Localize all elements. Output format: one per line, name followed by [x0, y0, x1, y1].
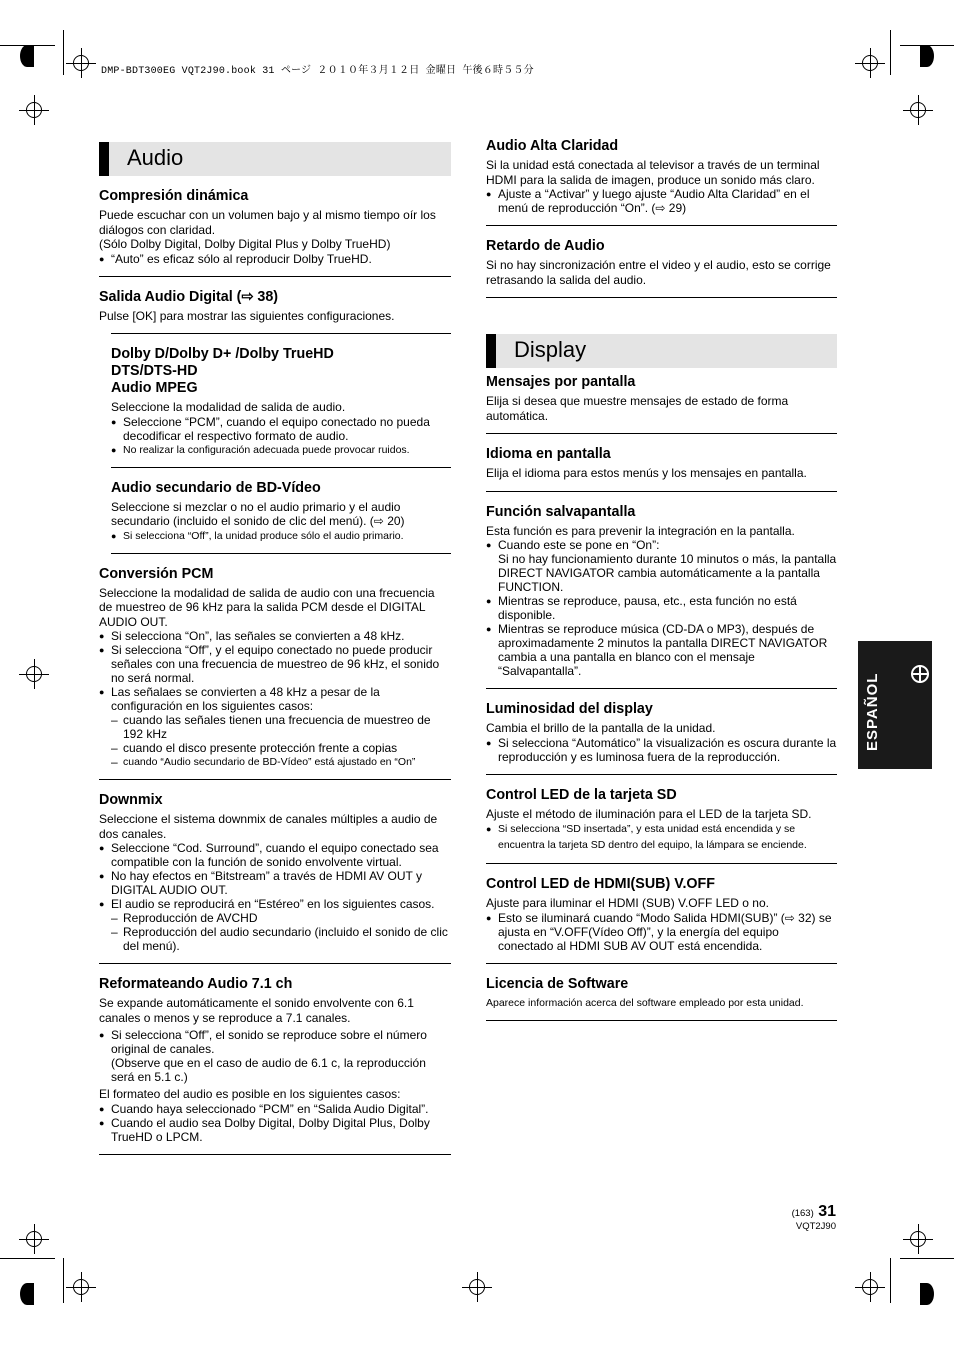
bullet-text: Cuando este se pone en “On”: [498, 538, 660, 552]
setting-text: Seleccione el sistema downmix de canales múltiples a audio de dos canales. [99, 812, 438, 841]
page-number: 31 [818, 1203, 836, 1220]
language-label: ESPAÑOL [864, 672, 881, 751]
bullet-item: ● Seleccione “PCM”, cuando el equipo conectado no pueda decodificar el respectivo formato de audio. [111, 415, 451, 443]
setting-heading: Audio MPEG [111, 380, 198, 396]
setting-text: Seleccione si mezclar o no el audio primario y el audio secundario (incluido el sonido de clic del menú). (⇨ 20) [111, 499, 405, 528]
setting-retardo [486, 226, 837, 298]
setting-heading: Idioma en pantalla [486, 446, 611, 462]
dash-item: – Reproducción de AVCHD [111, 911, 451, 925]
bullet-note: (Observe que en el caso de audio de 6.1 c, la reproducción será en 5.1 c.) [111, 1056, 426, 1084]
registration-mark-icon [920, 1283, 934, 1305]
bullet-item: ● El audio se reproducirá en “Estéreo” en los siguientes casos. [99, 897, 451, 911]
crop-mark [900, 1258, 954, 1259]
crop-mark [890, 1258, 891, 1303]
registration-mark-icon [920, 45, 934, 67]
registration-mark-icon [73, 1279, 89, 1295]
setting-heading: Audio Alta Claridad [486, 138, 619, 154]
setting-reformat [99, 964, 451, 1155]
setting-led-hdmi [486, 864, 837, 964]
setting-text: Ajuste el método de iluminación para el LED de la tarjeta SD. [486, 806, 812, 821]
registration-mark-icon [910, 102, 926, 118]
page-ref: (163) [791, 1208, 814, 1219]
dash-item: – cuando “Audio secundario de BD-Vídeo” está ajustado en “On” [111, 755, 451, 769]
setting-text: Seleccione la modalidad de salida de audio con una frecuencia de muestreo de 96 kHz para la salida PCM desde el DIGITAL AUDIO OUT. [99, 585, 435, 629]
setting-dolby [111, 333, 451, 468]
crop-mark [0, 1258, 55, 1259]
registration-mark-icon [469, 1279, 485, 1295]
crop-mark [63, 30, 64, 75]
bullet-item: ● No realizar la configuración adecuada puede provocar ruidos. [111, 443, 451, 457]
crop-mark [63, 1258, 64, 1303]
setting-text: Si la unidad está conectada al televisor a través de un terminal HDMI para la salida de imagen, produce un sonido más claro. [486, 158, 820, 187]
page-footer [780, 1203, 836, 1232]
registration-mark-icon [20, 45, 34, 67]
setting-text: Se expande automáticamente el sonido envolvente con 6.1 canales o menos y se reproduce a 7.1 canales. [99, 996, 414, 1025]
registration-mark-icon [20, 1283, 34, 1305]
section-header-display [486, 334, 837, 368]
setting-downmix [99, 780, 451, 964]
bullet-item: ● Cuando el audio sea Dolby Digital, Dolby Digital Plus, Dolby TrueHD o LPCM. [99, 1116, 451, 1144]
bullet-item: ● No hay efectos en “Bitstream” a través de HDMI AV OUT y DIGITAL AUDIO OUT. [99, 869, 451, 897]
registration-mark-icon [911, 665, 929, 683]
bullet-item: ● Si selecciona “Automático” la visualización es oscura durante la reproducción y es luminosa fuera de la reproducción. [486, 736, 837, 764]
setting-idioma [486, 434, 837, 492]
bullet-item: ● Si selecciona “Off”, la unidad produce sólo el audio primario. [111, 529, 451, 543]
setting-alta [486, 138, 837, 226]
registration-mark-icon [26, 666, 42, 682]
setting-heading: Salida Audio Digital (⇨ 38) [99, 288, 279, 305]
crop-mark [890, 30, 891, 75]
registration-mark-icon [26, 102, 42, 118]
dash-item: – cuando el disco presente protección frente a copias [111, 741, 451, 755]
setting-heading: Compresión dinámica [99, 188, 249, 204]
bullet-item: ● Ajuste a “Activar” y luego ajuste “Audio Alta Claridad” en el menú de reproducción “On”. (⇨ 29) [486, 187, 837, 215]
setting-secundario [111, 468, 451, 554]
setting-luminosidad [486, 689, 837, 775]
setting-mensajes [486, 368, 837, 434]
setting-heading: Licencia de Software [486, 975, 629, 992]
setting-text: Ajuste para iluminar el HDMI (SUB) V.OFF LED o no. [486, 896, 769, 910]
setting-note: (Sólo Dolby Digital, Dolby Digital Plus y Dolby TrueHD) [99, 237, 391, 251]
setting-text: Esta función es para prevenir la integración en la pantalla. [486, 523, 795, 538]
setting-text: Aparece información acerca del software empleado por esta unidad. [486, 996, 804, 1009]
setting-text: Elija si desea que muestre mensajes de estado de forma automática. [486, 394, 789, 423]
setting-heading: Luminosidad del display [486, 701, 653, 717]
bullet-item: ● Si selecciona “On”, las señales se convierten a 48 kHz. [99, 629, 451, 643]
setting-salida [99, 277, 451, 334]
bullet-item: ● Cuando haya seleccionado “PCM” en “Salida Audio Digital”. [99, 1102, 451, 1116]
setting-heading: Downmix [99, 792, 163, 808]
setting-led-sd [486, 775, 837, 865]
bullet-item: ● Si selecciona “SD insertada”, y esta unidad está encendida y se encuentra la tarjeta SD dentro del equipo, la lámpara se enciende. [486, 821, 837, 853]
language-tab [858, 641, 932, 769]
setting-text: Si no hay sincronización entre el video y el audio, esto se corrige retrasando la salida del audio. [486, 258, 831, 287]
setting-heading: DTS/DTS-HD [111, 363, 198, 379]
bullet-item: ● Esto se iluminará cuando “Modo Salida HDMI(SUB)” (⇨ 32) se ajusta en “V.OFF(Vídeo Off)”, y la energía del equipo conectado al HDMI SUB AV OUT está encendida. [486, 911, 837, 953]
section-title: Display [514, 337, 587, 362]
left-column [99, 142, 451, 1155]
setting-heading: Retardo de Audio [486, 238, 605, 254]
bullet-item: ● Si selecciona “Off”, y el equipo conectado no puede producir señales con una frecuencia de muestreo de 96 kHz, el sonido no será normal. [99, 643, 451, 685]
setting-compresion [99, 176, 451, 277]
registration-mark-icon [862, 1279, 878, 1295]
setting-text: Puede escuchar con un volumen bajo y al mismo tiempo oír los diálogos con claridad. [99, 208, 436, 237]
setting-licencia [486, 964, 837, 1022]
registration-mark-icon [26, 1231, 42, 1247]
setting-heading: Mensajes por pantalla [486, 374, 636, 390]
setting-heading: Control LED de la tarjeta SD [486, 786, 677, 803]
setting-heading: Reformateando Audio 7.1 ch [99, 976, 293, 992]
bullet-item: ● Seleccione “Cod. Surround”, cuando el equipo conectado sea compatible con la función de sonido envolvente virtual. [99, 841, 451, 869]
section-header-audio [99, 142, 451, 176]
section-title: Audio [127, 145, 184, 170]
registration-mark-icon [73, 55, 89, 71]
bullet-item: ● Mientras se reproduce, pausa, etc., esta función no está disponible. [486, 594, 837, 622]
bullet-item [486, 538, 837, 594]
bullet-detail: Si no hay funcionamiento durante 10 minutos o más, la pantalla DIRECT NAVIGATOR cambia automáticamente a la pantalla FUNCTION. [498, 552, 837, 594]
setting-heading: Audio secundario de BD-Vídeo [111, 479, 321, 496]
setting-text: Seleccione la modalidad de salida de audio. [111, 400, 346, 414]
setting-text: Cambia el brillo de la pantalla de la unidad. [486, 721, 716, 735]
setting-salvapantalla [486, 492, 837, 690]
setting-text: El formateo del audio es posible en los siguientes casos: [99, 1087, 401, 1101]
bullet-item: ● Mientras se reproduce música (CD-DA o MP3), después de aproximadamente 2 minutos la pantalla DIRECT NAVIGATOR cambia a una pantalla en blanco con el mensaje “Salvapantalla”. [486, 622, 837, 678]
bullet-item: ● “Auto” es eficaz sólo al reproducir Dolby TrueHD. [99, 252, 451, 266]
setting-pcm [99, 554, 451, 781]
right-column [486, 138, 837, 1021]
setting-heading: Dolby D/Dolby D+ /Dolby TrueHD [111, 346, 334, 362]
setting-heading: Control LED de HDMI(SUB) V.OFF [486, 876, 716, 892]
bullet-item [99, 1028, 451, 1084]
setting-text: Elija el idioma para estos menús y los mensajes en pantalla. [486, 466, 807, 480]
dash-item: – cuando las señales tienen una frecuencia de muestreo de 192 kHz [111, 713, 451, 741]
bullet-item: ● Las señalaes se convierten a 48 kHz a pesar de la configuración en los siguientes casos: [99, 685, 451, 713]
doc-code: VQT2J90 [795, 1221, 836, 1232]
registration-mark-icon [862, 55, 878, 71]
bullet-text: Si selecciona “Off”, el sonido se reproduce sobre el número original de canales. [111, 1028, 427, 1056]
print-header: DMP-BDT300EG VQT2J90.book 31 ページ ２０１０年３月１２日 金曜日 午後６時５５分 [101, 66, 534, 77]
setting-heading: Conversión PCM [99, 565, 214, 582]
setting-text: Pulse [OK] para mostrar las siguientes configuraciones. [99, 308, 395, 323]
registration-mark-icon [910, 1231, 926, 1247]
dash-item: – Reproducción del audio secundario (incluido el sonido de clic del menú). [111, 925, 451, 953]
setting-heading: Función salvapantalla [486, 503, 636, 520]
subsettings [99, 333, 451, 554]
